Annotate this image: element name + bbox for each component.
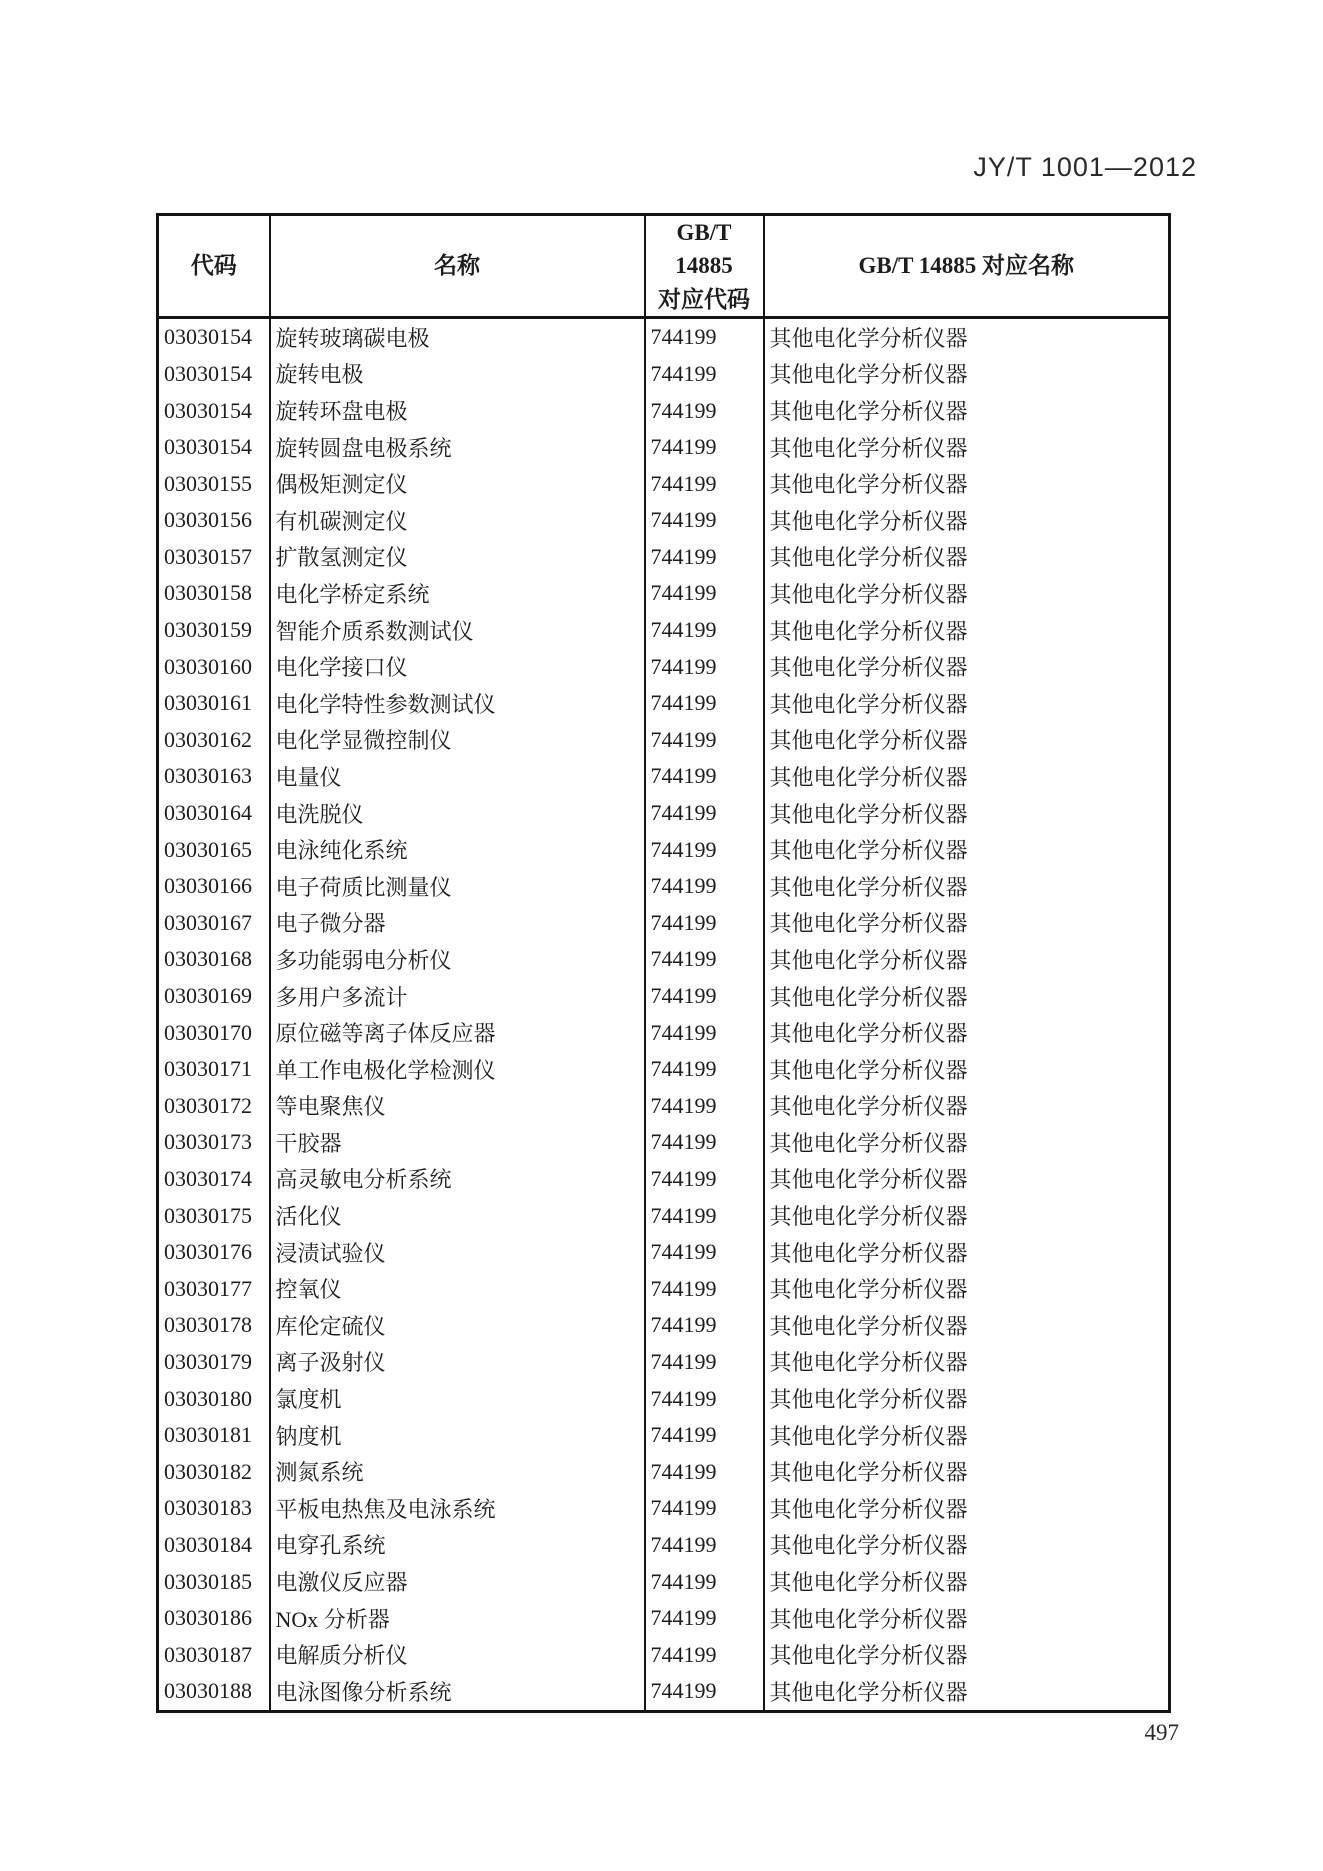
table-row <box>158 1380 1170 1417</box>
gbt-name-cell: 其他电化学分析仪器 <box>764 978 1170 1015</box>
code-cell: 03030177 <box>158 1270 270 1307</box>
table-row <box>158 1051 1170 1088</box>
column-header-name: 名称 <box>270 215 645 318</box>
code-cell: 03030180 <box>158 1380 270 1417</box>
gbt-name-cell: 其他电化学分析仪器 <box>764 1270 1170 1307</box>
gbt-name-cell: 其他电化学分析仪器 <box>764 1636 1170 1673</box>
name-cell: 扩散氢测定仪 <box>270 539 645 576</box>
gbt-code-cell: 744199 <box>645 868 764 905</box>
code-cell: 03030176 <box>158 1234 270 1271</box>
gbt-code-cell: 744199 <box>645 1088 764 1125</box>
code-cell: 03030158 <box>158 575 270 612</box>
table-row <box>158 758 1170 795</box>
name-cell: 多用户多流计 <box>270 978 645 1015</box>
gbt-code-cell: 744199 <box>645 831 764 868</box>
table-row <box>158 575 1170 612</box>
table-row <box>158 1453 1170 1490</box>
gbt-name-cell: 其他电化学分析仪器 <box>764 1088 1170 1125</box>
table-row <box>158 1088 1170 1125</box>
code-cell: 03030166 <box>158 868 270 905</box>
gbt-code-cell: 744199 <box>645 502 764 539</box>
column-header-gbt-code <box>645 215 764 318</box>
gbt-code-cell: 744199 <box>645 905 764 942</box>
gbt-code-cell: 744199 <box>645 1417 764 1454</box>
gbt-name-cell: 其他电化学分析仪器 <box>764 465 1170 502</box>
table-row <box>158 1197 1170 1234</box>
code-cell: 03030167 <box>158 905 270 942</box>
gbt-code-cell: 744199 <box>645 1270 764 1307</box>
gbt-code-cell: 744199 <box>645 1234 764 1271</box>
gbt-code-cell: 744199 <box>645 758 764 795</box>
table-row <box>158 1124 1170 1161</box>
page-number: 497 <box>1144 1720 1179 1745</box>
table-row <box>158 539 1170 576</box>
name-cell: 单工作电极化学检测仪 <box>270 1051 645 1088</box>
gbt-code-cell: 744199 <box>645 648 764 685</box>
table-row <box>158 1014 1170 1051</box>
name-cell: 钠度机 <box>270 1417 645 1454</box>
table-row <box>158 722 1170 759</box>
name-cell: 旋转环盘电极 <box>270 392 645 429</box>
name-cell: 干胶器 <box>270 1124 645 1161</box>
name-cell: 库伦定硫仪 <box>270 1307 645 1344</box>
column-header-gbt-code-line1: GB/T 14885 <box>675 220 733 279</box>
name-cell: 电化学显微控制仪 <box>270 722 645 759</box>
name-cell: 旋转圆盘电极系统 <box>270 429 645 466</box>
name-cell: NOx 分析器 <box>270 1600 645 1637</box>
code-cell: 03030159 <box>158 612 270 649</box>
gbt-code-cell: 744199 <box>645 941 764 978</box>
table-row <box>158 1234 1170 1271</box>
gbt-name-cell: 其他电化学分析仪器 <box>764 539 1170 576</box>
code-cell: 03030154 <box>158 392 270 429</box>
column-header-gbt-code-line2: 对应代码 <box>658 286 750 312</box>
table-body <box>158 318 1170 1712</box>
code-cell: 03030154 <box>158 356 270 393</box>
code-cell: 03030161 <box>158 685 270 722</box>
table-row <box>158 1636 1170 1673</box>
code-cell: 03030172 <box>158 1088 270 1125</box>
table-row <box>158 1270 1170 1307</box>
name-cell: 等电聚焦仪 <box>270 1088 645 1125</box>
gbt-name-cell: 其他电化学分析仪器 <box>764 795 1170 832</box>
gbt-code-cell: 744199 <box>645 1344 764 1381</box>
gbt-code-cell: 744199 <box>645 1014 764 1051</box>
gbt-name-cell: 其他电化学分析仪器 <box>764 1161 1170 1198</box>
code-cell: 03030155 <box>158 465 270 502</box>
gbt-name-cell: 其他电化学分析仪器 <box>764 1124 1170 1161</box>
code-cell: 03030164 <box>158 795 270 832</box>
code-cell: 03030160 <box>158 648 270 685</box>
gbt-name-cell: 其他电化学分析仪器 <box>764 1014 1170 1051</box>
gbt-name-cell: 其他电化学分析仪器 <box>764 1453 1170 1490</box>
gbt-name-cell: 其他电化学分析仪器 <box>764 1673 1170 1711</box>
name-cell: 电解质分析仪 <box>270 1636 645 1673</box>
gbt-code-cell: 744199 <box>645 612 764 649</box>
table-row <box>158 1600 1170 1637</box>
name-cell: 电泳纯化系统 <box>270 831 645 868</box>
gbt-code-cell: 744199 <box>645 465 764 502</box>
gbt-name-cell: 其他电化学分析仪器 <box>764 685 1170 722</box>
gbt-name-cell: 其他电化学分析仪器 <box>764 722 1170 759</box>
gbt-code-cell: 744199 <box>645 1453 764 1490</box>
table-row <box>158 1307 1170 1344</box>
table-row <box>158 612 1170 649</box>
gbt-code-cell: 744199 <box>645 1600 764 1637</box>
name-cell: 电子荷质比测量仪 <box>270 868 645 905</box>
name-cell: 电穿孔系统 <box>270 1527 645 1564</box>
name-cell: 电化学接口仪 <box>270 648 645 685</box>
gbt-name-cell: 其他电化学分析仪器 <box>764 502 1170 539</box>
name-cell: 测氮系统 <box>270 1453 645 1490</box>
code-cell: 03030186 <box>158 1600 270 1637</box>
code-cell: 03030178 <box>158 1307 270 1344</box>
gbt-code-cell: 744199 <box>645 539 764 576</box>
code-cell: 03030175 <box>158 1197 270 1234</box>
gbt-name-cell: 其他电化学分析仪器 <box>764 1307 1170 1344</box>
table-row <box>158 392 1170 429</box>
gbt-name-cell: 其他电化学分析仪器 <box>764 1344 1170 1381</box>
gbt-name-cell: 其他电化学分析仪器 <box>764 1563 1170 1600</box>
table-row <box>158 1490 1170 1527</box>
name-cell: 偶极矩测定仪 <box>270 465 645 502</box>
name-cell: 有机碳测定仪 <box>270 502 645 539</box>
gbt-name-cell: 其他电化学分析仪器 <box>764 392 1170 429</box>
gbt-name-cell: 其他电化学分析仪器 <box>764 905 1170 942</box>
table-row <box>158 1161 1170 1198</box>
table-row <box>158 905 1170 942</box>
name-cell: 高灵敏电分析系统 <box>270 1161 645 1198</box>
code-cell: 03030157 <box>158 539 270 576</box>
code-cell: 03030181 <box>158 1417 270 1454</box>
code-cell: 03030169 <box>158 978 270 1015</box>
gbt-code-cell: 744199 <box>645 575 764 612</box>
code-mapping-table <box>156 213 1171 1713</box>
column-header-code: 代码 <box>158 215 270 318</box>
table-row <box>158 429 1170 466</box>
name-cell: 电激仪反应器 <box>270 1563 645 1600</box>
name-cell: 电泳图像分析系统 <box>270 1673 645 1711</box>
gbt-code-cell: 744199 <box>645 1563 764 1600</box>
gbt-name-cell: 其他电化学分析仪器 <box>764 1380 1170 1417</box>
name-cell: 电化学桥定系统 <box>270 575 645 612</box>
name-cell: 原位磁等离子体反应器 <box>270 1014 645 1051</box>
name-cell: 浸渍试验仪 <box>270 1234 645 1271</box>
gbt-name-cell: 其他电化学分析仪器 <box>764 356 1170 393</box>
gbt-code-cell: 744199 <box>645 795 764 832</box>
gbt-code-cell: 744199 <box>645 392 764 429</box>
gbt-code-cell: 744199 <box>645 318 764 356</box>
gbt-code-cell: 744199 <box>645 1197 764 1234</box>
gbt-code-cell: 744199 <box>645 1380 764 1417</box>
gbt-code-cell: 744199 <box>645 1051 764 1088</box>
gbt-name-cell: 其他电化学分析仪器 <box>764 1234 1170 1271</box>
table-row <box>158 1673 1170 1711</box>
code-cell: 03030168 <box>158 941 270 978</box>
gbt-name-cell: 其他电化学分析仪器 <box>764 1490 1170 1527</box>
gbt-name-cell: 其他电化学分析仪器 <box>764 429 1170 466</box>
gbt-name-cell: 其他电化学分析仪器 <box>764 575 1170 612</box>
code-cell: 03030154 <box>158 429 270 466</box>
gbt-code-cell: 744199 <box>645 1673 764 1711</box>
name-cell: 旋转电极 <box>270 356 645 393</box>
table-row <box>158 795 1170 832</box>
code-cell: 03030185 <box>158 1563 270 1600</box>
name-cell: 电洗脱仪 <box>270 795 645 832</box>
table-row <box>158 318 1170 356</box>
gbt-code-cell: 744199 <box>645 1636 764 1673</box>
code-cell: 03030187 <box>158 1636 270 1673</box>
table-row <box>158 465 1170 502</box>
gbt-name-cell: 其他电化学分析仪器 <box>764 1417 1170 1454</box>
code-cell: 03030174 <box>158 1161 270 1198</box>
gbt-name-cell: 其他电化学分析仪器 <box>764 1600 1170 1637</box>
table-header <box>158 215 1170 318</box>
gbt-name-cell: 其他电化学分析仪器 <box>764 1197 1170 1234</box>
code-cell: 03030182 <box>158 1453 270 1490</box>
gbt-code-cell: 744199 <box>645 978 764 1015</box>
name-cell: 电量仪 <box>270 758 645 795</box>
gbt-name-cell: 其他电化学分析仪器 <box>764 941 1170 978</box>
gbt-code-cell: 744199 <box>645 356 764 393</box>
code-cell: 03030162 <box>158 722 270 759</box>
table-row <box>158 356 1170 393</box>
standard-number: JY/T 1001—2012 <box>973 152 1197 182</box>
name-cell: 电子微分器 <box>270 905 645 942</box>
table-row <box>158 502 1170 539</box>
name-cell: 旋转玻璃碳电极 <box>270 318 645 356</box>
gbt-name-cell: 其他电化学分析仪器 <box>764 612 1170 649</box>
table-row <box>158 648 1170 685</box>
code-cell: 03030154 <box>158 318 270 356</box>
name-cell: 平板电热焦及电泳系统 <box>270 1490 645 1527</box>
table-row <box>158 1527 1170 1564</box>
code-cell: 03030183 <box>158 1490 270 1527</box>
code-cell: 03030165 <box>158 831 270 868</box>
gbt-code-cell: 744199 <box>645 1490 764 1527</box>
name-cell: 多功能弱电分析仪 <box>270 941 645 978</box>
name-cell: 活化仪 <box>270 1197 645 1234</box>
column-header-gbt-name: GB/T 14885 对应名称 <box>764 215 1170 318</box>
table-header-row <box>158 215 1170 318</box>
name-cell: 离子汲射仪 <box>270 1344 645 1381</box>
table-row <box>158 978 1170 1015</box>
gbt-code-cell: 744199 <box>645 1161 764 1198</box>
gbt-name-cell: 其他电化学分析仪器 <box>764 318 1170 356</box>
gbt-code-cell: 744199 <box>645 1307 764 1344</box>
code-cell: 03030188 <box>158 1673 270 1711</box>
table-row <box>158 831 1170 868</box>
table-row <box>158 941 1170 978</box>
gbt-code-cell: 744199 <box>645 722 764 759</box>
gbt-code-cell: 744199 <box>645 685 764 722</box>
gbt-name-cell: 其他电化学分析仪器 <box>764 648 1170 685</box>
gbt-name-cell: 其他电化学分析仪器 <box>764 831 1170 868</box>
gbt-name-cell: 其他电化学分析仪器 <box>764 1527 1170 1564</box>
gbt-code-cell: 744199 <box>645 1527 764 1564</box>
name-cell: 控氧仪 <box>270 1270 645 1307</box>
table-row <box>158 685 1170 722</box>
gbt-code-cell: 744199 <box>645 1124 764 1161</box>
name-cell: 氯度机 <box>270 1380 645 1417</box>
code-cell: 03030173 <box>158 1124 270 1161</box>
name-cell: 电化学特性参数测试仪 <box>270 685 645 722</box>
table-row <box>158 868 1170 905</box>
code-cell: 03030156 <box>158 502 270 539</box>
table-row <box>158 1344 1170 1381</box>
code-cell: 03030179 <box>158 1344 270 1381</box>
code-cell: 03030171 <box>158 1051 270 1088</box>
name-cell: 智能介质系数测试仪 <box>270 612 645 649</box>
gbt-name-cell: 其他电化学分析仪器 <box>764 868 1170 905</box>
table-row <box>158 1563 1170 1600</box>
table-row <box>158 1417 1170 1454</box>
gbt-name-cell: 其他电化学分析仪器 <box>764 758 1170 795</box>
code-cell: 03030184 <box>158 1527 270 1564</box>
gbt-code-cell: 744199 <box>645 429 764 466</box>
gbt-name-cell: 其他电化学分析仪器 <box>764 1051 1170 1088</box>
code-cell: 03030170 <box>158 1014 270 1051</box>
code-cell: 03030163 <box>158 758 270 795</box>
